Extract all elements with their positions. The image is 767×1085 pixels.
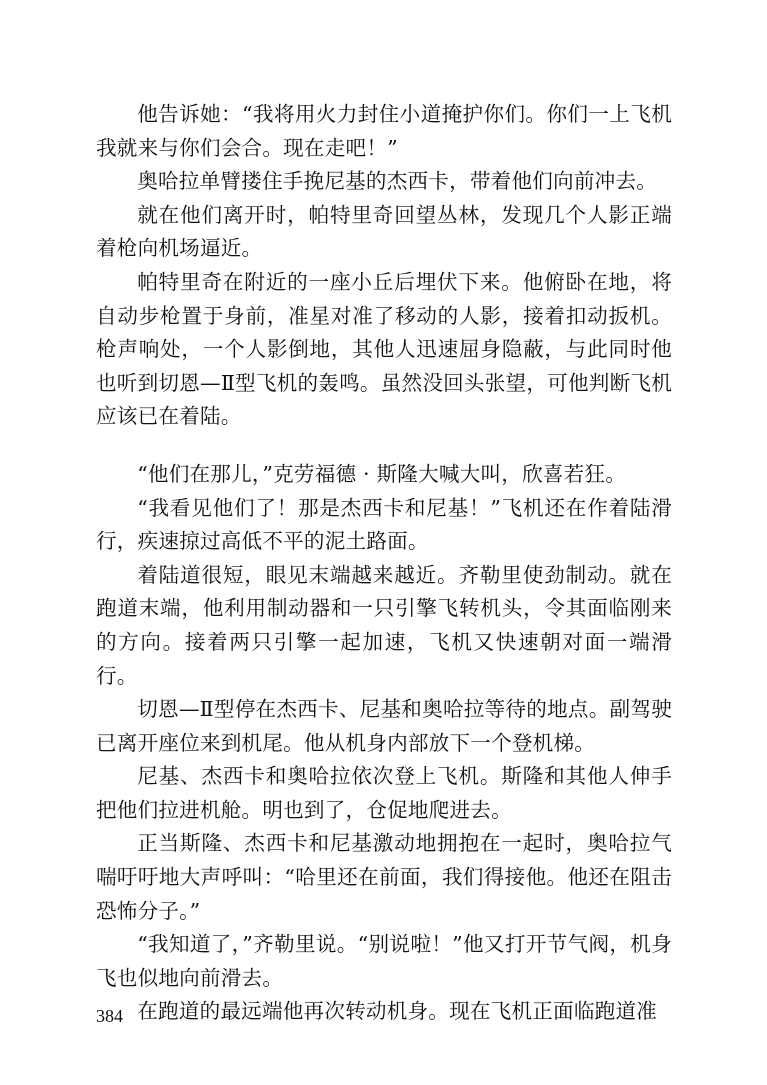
paragraph-9: 尼基、杰西卡和奥哈拉依次登上飞机。斯隆和其他人伸手把他们拉进机舱。明也到了，仓促地爬进去。 bbox=[96, 764, 672, 822]
section-gap bbox=[96, 434, 672, 458]
page-number: 384 bbox=[96, 1006, 123, 1026]
paragraph-11: “我知道了，”齐勒里说。“别说啦！”他又打开节气阀，机身飞也似地向前滑去。 bbox=[96, 932, 672, 990]
page-body bbox=[96, 98, 672, 1029]
paragraph-2: 奥哈拉单臂搂住手挽尼基的杰西卡，带着他们向前冲去。 bbox=[137, 169, 658, 194]
paragraph-8: 切恩—Ⅱ型停在杰西卡、尼基和奥哈拉等待的地点。副驾驶已离开座位来到机尾。他从机身内部放下一个登机梯。 bbox=[96, 697, 672, 755]
paragraph-3: 就在他们离开时，帕特里奇回望丛林，发现几个人影正端着枪向机场逼近。 bbox=[96, 202, 672, 261]
paragraph-12: 在跑道的最远端他再次转动机身。现在飞机正面临跑道准 bbox=[137, 999, 658, 1024]
paragraph-5: “他们在那儿，”克劳福德 · 斯隆大喊大叫，欣喜若狂。 bbox=[137, 461, 627, 486]
paragraph-4: 帕特里奇在附近的一座小丘后埋伏下来。他俯卧在地，将自动步枪置于身前，准星对准了移动的人影，接着扣动扳机。枪声响处，一个人影倒地，其他人迅速屈身隐蔽，与此同时他也听到切恩—Ⅱ型飞机的轰鸣。虽然没回头张望，可他判断飞机应该已在着陆。 bbox=[96, 269, 672, 429]
paragraph-1: 他告诉她：“我将用火力封住小道掩护你们。你们一上飞机我就来与你们会合。现在走吧！” bbox=[96, 102, 672, 160]
paragraph-10: 正当斯隆、杰西卡和尼基激动地拥抱在一起时，奥哈拉气喘吁吁地大声呼叫：“哈里还在前面，我们得接他。他还在阻击恐怖分子。” bbox=[96, 831, 672, 923]
paragraph-7: 着陆道很短，眼见末端越来越近。齐勒里使劲制动。就在跑道末端，他利用制动器和一只引擎飞转机头，令其面临刚来的方向。接着两只引擎一起加速，飞机又快速朝对面一端滑行。 bbox=[96, 562, 672, 688]
paragraph-6: “我看见他们了！那是杰西卡和尼基！”飞机还在作着陆滑行，疾速掠过高低不平的泥土路面。 bbox=[96, 495, 672, 554]
